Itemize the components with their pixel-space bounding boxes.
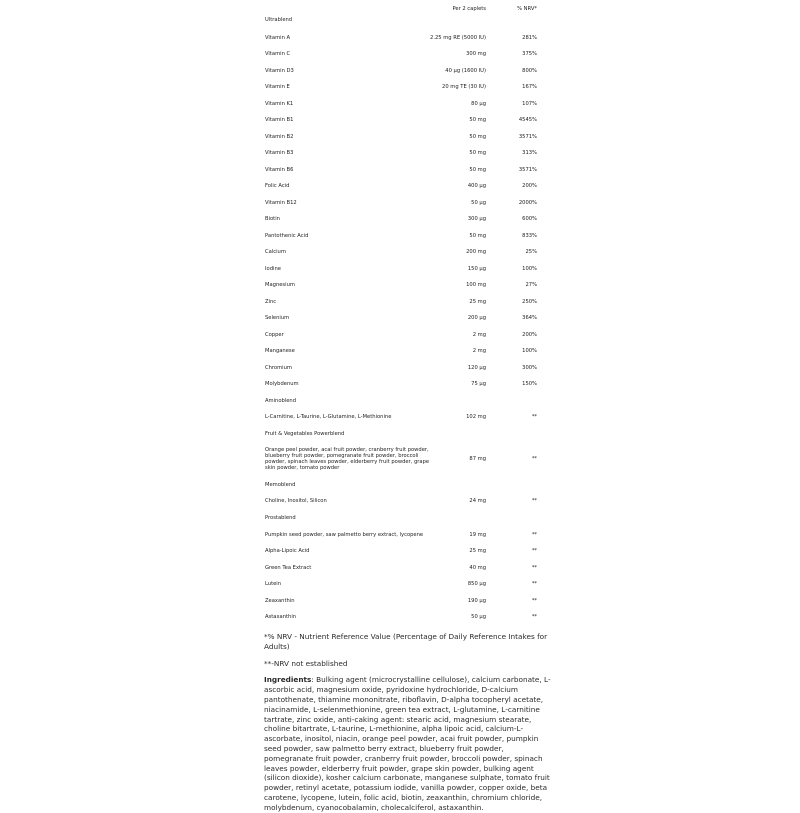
nrv-definition: *% NRV - Nutrient Reference Value (Percentage of Daily Reference Intakes for Adults) bbox=[264, 632, 548, 651]
nutrient-amount: 25 mg bbox=[469, 548, 486, 554]
nutrient-nrv: ** bbox=[531, 456, 537, 462]
nrv-not-established: **-NRV not established bbox=[264, 658, 348, 668]
nutrient-nrv: 313% bbox=[522, 150, 537, 156]
section-heading: Memoblend bbox=[265, 482, 296, 488]
nutrient-nrv: 4545% bbox=[518, 117, 537, 123]
nutrient-amount: 200 µg bbox=[467, 315, 486, 321]
nutrient-nrv: 3571% bbox=[518, 134, 537, 140]
nutrient-name: Magnesium bbox=[265, 282, 295, 288]
nutrient-nrv: 250% bbox=[522, 299, 537, 305]
nutrient-nrv: 364% bbox=[522, 315, 537, 321]
nutrient-nrv: 25% bbox=[525, 249, 537, 255]
nutrient-amount: 50 µg bbox=[471, 200, 486, 206]
nutrient-name: Copper bbox=[265, 332, 284, 338]
nutrient-nrv: ** bbox=[531, 532, 537, 538]
nutrient-nrv: 167% bbox=[522, 84, 537, 90]
nutrient-amount: 20 mg TE (30 IU) bbox=[442, 84, 486, 90]
nutrient-amount: 25 mg bbox=[469, 299, 486, 305]
nutrient-name: Vitamin D3 bbox=[265, 68, 294, 74]
nutrient-name: Pantothenic Acid bbox=[265, 233, 309, 239]
nutrient-nrv: 600% bbox=[522, 216, 537, 222]
nutrient-name: L-Carnitine, L-Taurine, L-Glutamine, L-Methionine bbox=[265, 414, 392, 420]
nutrient-amount: 400 µg bbox=[467, 183, 486, 189]
header-amount: Per 2 caplets bbox=[452, 6, 486, 12]
nutrient-name: Vitamin A bbox=[265, 35, 291, 41]
nutrient-name: Chromium bbox=[265, 365, 292, 371]
nutrient-name: Calcium bbox=[265, 249, 286, 255]
nutrient-amount: 87 mg bbox=[469, 456, 486, 462]
nutrient-amount: 150 µg bbox=[467, 266, 486, 272]
nutrient-nrv: 27% bbox=[525, 282, 537, 288]
nutrient-nrv: 281% bbox=[522, 35, 537, 41]
nutrient-name: Vitamin B6 bbox=[265, 167, 294, 173]
nutrient-nrv: 833% bbox=[522, 233, 537, 239]
nutrient-amount: 850 µg bbox=[467, 581, 486, 587]
nutrient-amount: 50 mg bbox=[469, 150, 486, 156]
nutrient-amount: 75 µg bbox=[471, 381, 486, 387]
nutrient-name: Astaxanthin bbox=[265, 614, 297, 620]
nutrient-amount: 50 mg bbox=[469, 134, 486, 140]
ingredients-paragraph bbox=[264, 675, 554, 812]
nutrient-name: Orange peel powder, acai fruit powder, cranberry fruit powder, blueberry fruit powder, pomegranate fruit powder, broccoli powder, spinach leaves powder, elderberry fruit powder, grape skin powder, tomato powder bbox=[265, 447, 430, 471]
nutrient-amount: 100 mg bbox=[466, 282, 486, 288]
nutrient-amount: 2 mg bbox=[472, 348, 486, 354]
nutrient-nrv: ** bbox=[531, 598, 537, 604]
nutrient-name: Selenium bbox=[265, 315, 290, 321]
nutrient-nrv: ** bbox=[531, 414, 537, 420]
section-heading: Aminoblend bbox=[265, 398, 297, 404]
footnotes bbox=[264, 632, 554, 813]
nutrient-nrv: ** bbox=[531, 581, 537, 587]
nutrient-name: Folic Acid bbox=[265, 183, 290, 189]
nutrient-nrv: ** bbox=[531, 565, 537, 571]
nutrient-amount: 300 mg bbox=[466, 51, 486, 57]
ingredients-text: : Bulking agent (microcrystalline cellulose), calcium carbonate, L-ascorbic acid, magnesium oxide, pyridoxine hydrochloride, D-calcium pantothenate, thiamine mononitrate, riboflavin, D-alpha tocopheryl acetate, niacinamide, L-selenmethionine, green tea extract, L-glutamine, L-carnitine tartrate, zinc oxide, anti-caking agent: stearic acid, magnesium stearate, choline bitartrate, L-taurine, L-methionine, alpha lipoic acid, calcium-L-ascorbate, inositol, niacin, orange peel powder, acai fruit powder, pumpkin seed powder, saw palmetto berry extract, blueberry fruit powder, pomegranate fruit powder, cranberry fruit powder, broccoli powder, spinach leaves powder, elderberry fruit powder, grape skin powder, bulking agent (silicon dioxide), kosher calcium carbonate, manganese sulphate, tomato fruit powder, retinyl acetate, potassium iodide, vanilla powder, copper oxide, beta carotene, lycopene, lutein, folic acid, biotin, zeaxanthin, chromium chloride, molybdenum, cyanocobalamin, cholecalciferol, astaxanthin. bbox=[264, 675, 551, 812]
nutrient-name: Green Tea Extract bbox=[265, 565, 312, 571]
nutrient-amount: 80 µg bbox=[471, 101, 486, 107]
nutrient-name: Manganese bbox=[265, 348, 295, 354]
nutrient-amount: 190 µg bbox=[467, 598, 486, 604]
section-heading: Ultrablend bbox=[265, 17, 293, 23]
nutrient-amount: 40 µg (1600 IU) bbox=[445, 68, 486, 74]
nutrient-amount: 2 mg bbox=[472, 332, 486, 338]
nutrient-name: Vitamin B3 bbox=[265, 150, 294, 156]
nutrient-name: Vitamin B12 bbox=[265, 200, 297, 206]
nutrient-amount: 2.25 mg RE (5000 IU) bbox=[430, 35, 486, 41]
nutrient-amount: 50 mg bbox=[469, 117, 486, 123]
nutrient-name: Alpha-Lipoic Acid bbox=[265, 548, 310, 554]
nutrient-nrv: ** bbox=[531, 614, 537, 620]
nutrient-name: Pumpkin seed powder, saw palmetto berry extract, lycopene bbox=[265, 532, 424, 538]
section-heading: Prostablend bbox=[265, 515, 296, 521]
nutrient-name: Lutein bbox=[265, 581, 282, 587]
nutrient-name: Vitamin C bbox=[265, 51, 291, 57]
nutrient-nrv: ** bbox=[531, 498, 537, 504]
nutrient-name: Choline, Inositol, Silicon bbox=[265, 498, 327, 504]
nutrient-amount: 19 mg bbox=[469, 532, 486, 538]
nutrient-name: Zinc bbox=[265, 299, 277, 305]
nutrient-amount: 50 mg bbox=[469, 233, 486, 239]
nutrient-nrv: 300% bbox=[522, 365, 537, 371]
nutrient-amount: 50 mg bbox=[469, 167, 486, 173]
nutrient-nrv: 150% bbox=[522, 381, 537, 387]
nutrient-amount: 102 mg bbox=[466, 414, 486, 420]
nutrient-nrv: 200% bbox=[522, 332, 537, 338]
nutrient-nrv: 100% bbox=[522, 266, 537, 272]
section-heading: Fruit & Vegetables Powerblend bbox=[265, 431, 345, 437]
nutrient-name: Molybdenum bbox=[265, 381, 299, 387]
nutrient-name: Vitamin K1 bbox=[265, 101, 294, 107]
nutrient-name: Vitamin E bbox=[265, 84, 290, 90]
nutrient-name: Zeaxanthin bbox=[265, 598, 295, 604]
nutrient-name: Iodine bbox=[265, 266, 281, 272]
nutrient-name: Biotin bbox=[265, 216, 280, 222]
nutrient-amount: 120 µg bbox=[467, 365, 486, 371]
nutrient-amount: 300 µg bbox=[467, 216, 486, 222]
nutrient-nrv: 2000% bbox=[518, 200, 537, 206]
nutrient-amount: 50 µg bbox=[471, 614, 486, 620]
nutrient-nrv: 800% bbox=[522, 68, 537, 74]
nutrient-nrv: 107% bbox=[522, 101, 537, 107]
nutrient-nrv: ** bbox=[531, 548, 537, 554]
ingredients-label: Ingredients bbox=[264, 675, 312, 685]
nutrient-amount: 200 mg bbox=[466, 249, 486, 255]
nutrient-nrv: 200% bbox=[522, 183, 537, 189]
nutrient-amount: 40 mg bbox=[469, 565, 486, 571]
header-nrv: % NRV* bbox=[517, 6, 537, 12]
nutrient-nrv: 375% bbox=[522, 51, 537, 57]
nutrient-name: Vitamin B1 bbox=[265, 117, 294, 123]
nutrient-nrv: 3571% bbox=[518, 167, 537, 173]
nutrient-amount: 24 mg bbox=[469, 498, 486, 504]
nutrient-name: Vitamin B2 bbox=[265, 134, 294, 140]
nutrient-nrv: 100% bbox=[522, 348, 537, 354]
